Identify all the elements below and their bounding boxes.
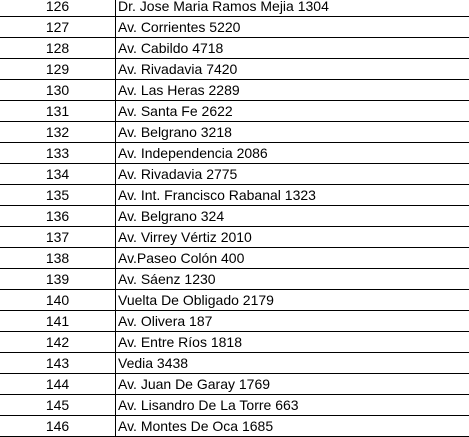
row-number-cell[interactable]: 144 [0, 374, 116, 395]
table-row [0, 185, 469, 206]
address-cell[interactable]: Dr. Jose Maria Ramos Mejia 1304 [116, 0, 469, 17]
row-number-cell[interactable]: 136 [0, 206, 116, 227]
row-number-cell[interactable]: 140 [0, 290, 116, 311]
address-cell[interactable]: Av. Entre Ríos 1818 [116, 332, 469, 353]
address-cell[interactable]: Vuelta De Obligado 2179 [116, 290, 469, 311]
row-number-cell[interactable]: 135 [0, 185, 116, 206]
table-row [0, 206, 469, 227]
table-row [0, 164, 469, 185]
address-cell[interactable]: Av. Belgrano 3218 [116, 122, 469, 143]
table-row [0, 353, 469, 374]
address-cell[interactable]: Av. Juan De Garay 1769 [116, 374, 469, 395]
row-number-cell[interactable]: 133 [0, 143, 116, 164]
address-cell[interactable]: Av. Lisandro De La Torre 663 [116, 395, 469, 416]
address-cell[interactable]: Av. Int. Francisco Rabanal 1323 [116, 185, 469, 206]
row-number-cell[interactable]: 126 [0, 0, 116, 17]
address-cell[interactable]: Av. Belgrano 324 [116, 206, 469, 227]
row-number-cell[interactable]: 128 [0, 38, 116, 59]
row-number-cell[interactable]: 142 [0, 332, 116, 353]
row-number-cell[interactable]: 143 [0, 353, 116, 374]
address-cell[interactable]: Av. Sáenz 1230 [116, 269, 469, 290]
row-number-cell[interactable]: 145 [0, 395, 116, 416]
table-row [0, 59, 469, 80]
address-cell[interactable]: Av. Rivadavia 7420 [116, 59, 469, 80]
table-row [0, 269, 469, 290]
row-number-cell[interactable]: 130 [0, 80, 116, 101]
row-number-cell[interactable]: 134 [0, 164, 116, 185]
row-number-cell[interactable]: 138 [0, 248, 116, 269]
table-row [0, 17, 469, 38]
table-row [0, 332, 469, 353]
row-number-cell[interactable]: 141 [0, 311, 116, 332]
table-row [0, 248, 469, 269]
address-cell[interactable]: Av. Santa Fe 2622 [116, 101, 469, 122]
table-row [0, 395, 469, 416]
row-number-cell[interactable]: 146 [0, 416, 116, 437]
row-number-cell[interactable]: 131 [0, 101, 116, 122]
table-row [0, 38, 469, 59]
address-cell[interactable]: Av. Olivera 187 [116, 311, 469, 332]
table-row [0, 143, 469, 164]
row-number-cell[interactable]: 139 [0, 269, 116, 290]
table-row [0, 0, 469, 17]
address-cell[interactable]: Av.Paseo Colón 400 [116, 248, 469, 269]
row-number-cell[interactable]: 137 [0, 227, 116, 248]
table-row [0, 290, 469, 311]
address-cell[interactable]: Av. Las Heras 2289 [116, 80, 469, 101]
table-row [0, 227, 469, 248]
address-cell[interactable]: Av. Rivadavia 2775 [116, 164, 469, 185]
table-row [0, 416, 469, 437]
address-cell[interactable]: Av. Cabildo 4718 [116, 38, 469, 59]
table-row [0, 80, 469, 101]
address-cell[interactable]: Av. Virrey Vértiz 2010 [116, 227, 469, 248]
table-row [0, 122, 469, 143]
table-row [0, 311, 469, 332]
table-row [0, 101, 469, 122]
address-cell[interactable]: Av. Corrientes 5220 [116, 17, 469, 38]
address-cell[interactable]: Av. Independencia 2086 [116, 143, 469, 164]
address-cell[interactable]: Vedia 3438 [116, 353, 469, 374]
row-number-cell[interactable]: 129 [0, 59, 116, 80]
table-row [0, 374, 469, 395]
row-number-cell[interactable]: 132 [0, 122, 116, 143]
row-number-cell[interactable]: 127 [0, 17, 116, 38]
address-cell[interactable]: Av. Montes De Oca 1685 [116, 416, 469, 437]
